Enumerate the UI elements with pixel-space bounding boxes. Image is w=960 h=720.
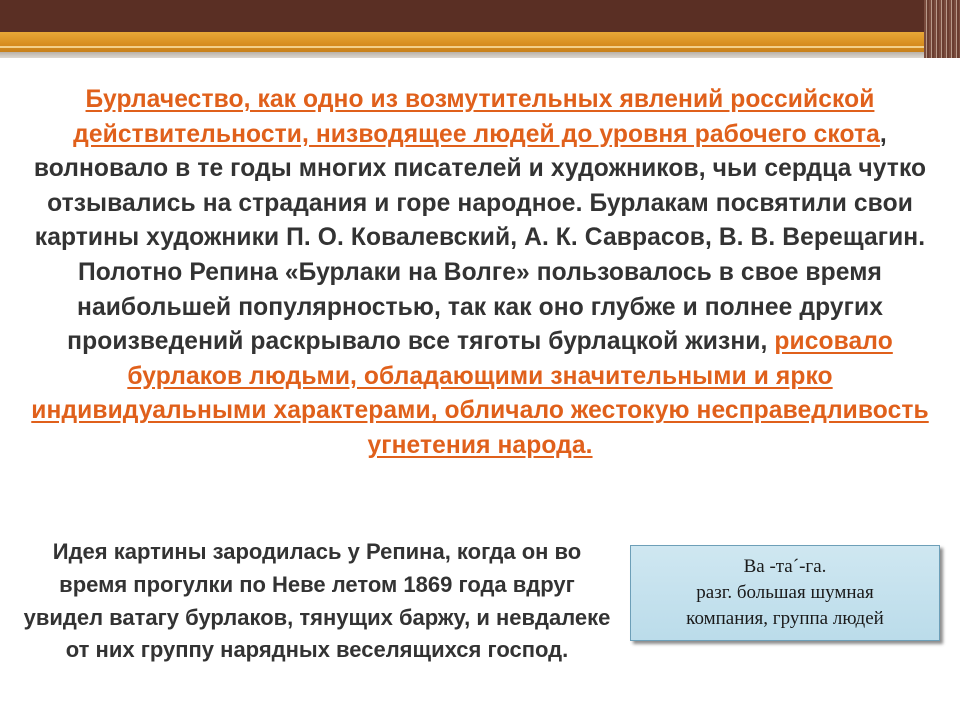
definition-word: Ва -та´-га.: [743, 556, 827, 577]
main-paragraph: [10, 83, 950, 464]
bottom-paragraph: Идея картины зародилась у Репина, когда он во время прогулки по Неве летом 1869 года вдруг увидел ватагу бурлаков, тянущих баржу, и невдалеке от них группу нарядных веселящихся господ.: [23, 539, 611, 663]
header-gold-band: [0, 32, 924, 52]
definition-line-1: разг. большая шумная: [696, 582, 874, 603]
header-stripes-decoration: [924, 0, 960, 58]
main-highlight-1: Бурлачество, как одно из возмутительных явлений российской действительности, низводящее людей до уровня рабочего скота: [73, 86, 880, 148]
header-grey-band: [0, 52, 924, 58]
definition-box: [630, 545, 940, 641]
main-plain-text: , волновало в те годы многих писателей и художников, чьи сердца чутко отзывались на страдания и горе народное. Бурлакам посвятили свои картины художники П. О. Ковалевский, А. К. Саврасов, В. В. Верещагин. Полотно Репина «Бурлаки на Волге» пользовалось в свое время наибольшей популярностью, так как оно глубже и полнее других произведений раскрывало все тяготы бурлацкой жизни,: [33, 120, 927, 356]
main-highlight-2: рисовало бурлаков людьми, обладающими значительными и ярко индивидуальными характерами, обличало жестокую несправедливость угнетения народа.: [31, 328, 929, 459]
definition-line-2: компания, группа людей: [686, 608, 884, 629]
header-brown-bar: [0, 0, 960, 32]
